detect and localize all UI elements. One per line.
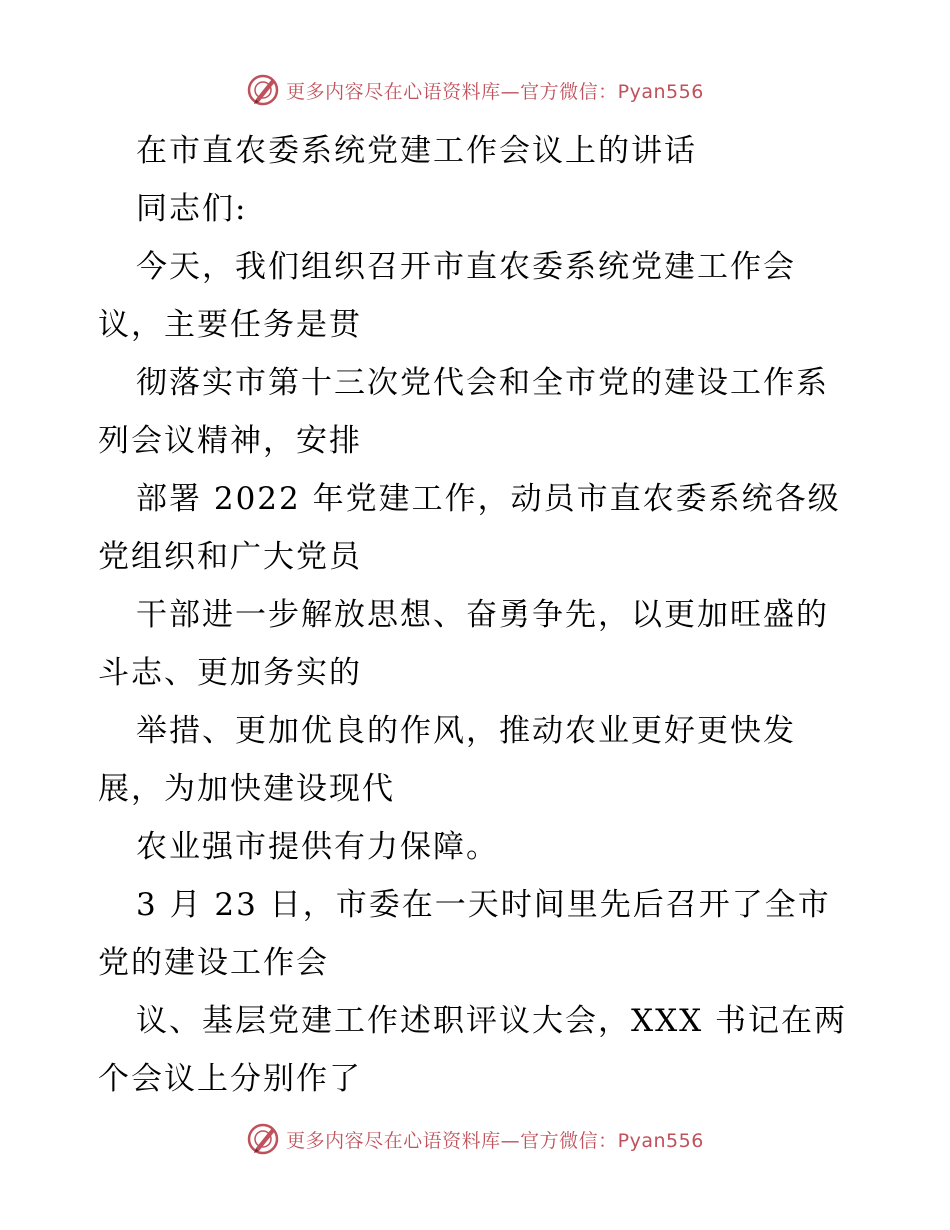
document-body	[98, 122, 858, 1108]
document-title: 在市直农委系统党建工作会议上的讲话	[136, 133, 697, 169]
text-line: 党组织和广大党员	[98, 539, 362, 575]
text-line: 举措、更加优良的作风，推动农业更好更快发	[136, 713, 796, 749]
text-line: 农业强市提供有力保障。	[136, 829, 499, 865]
pen-logo-icon	[246, 73, 280, 107]
watermark-text: 更多内容尽在心语资料库—官方微信：Pyan556	[286, 80, 704, 103]
text-line: 今天，我们组织召开市直农委系统党建工作会	[136, 249, 796, 285]
text-line: 同志们:	[136, 191, 248, 227]
text-line: 个会议上分别作了	[98, 1061, 362, 1097]
text-line: 彻落实市第十三次党代会和全市党的建设工作系	[136, 365, 829, 401]
text-line: 展，为加快建设现代	[98, 771, 395, 807]
text-line: 部署 2022 年党建工作，动员市直农委系统各级	[136, 481, 841, 517]
text-line: 3 月 23 日，市委在一天时间里先后召开了全市	[136, 887, 831, 923]
text-line: 议、基层党建工作述职评议大会，XXX 书记在两	[136, 1003, 848, 1039]
watermark-text: 更多内容尽在心语资料库—官方微信：Pyan556	[286, 1129, 704, 1152]
text-line: 干部进一步解放思想、奋勇争先，以更加旺盛的	[136, 597, 829, 633]
watermark-footer	[0, 1119, 950, 1159]
text-line: 列会议精神，安排	[98, 423, 362, 459]
pen-logo-icon	[246, 1122, 280, 1156]
watermark-header	[0, 70, 950, 110]
text-line: 党的建设工作会	[98, 945, 329, 981]
text-line: 斗志、更加务实的	[98, 655, 362, 691]
text-line: 议，主要任务是贯	[98, 307, 362, 343]
